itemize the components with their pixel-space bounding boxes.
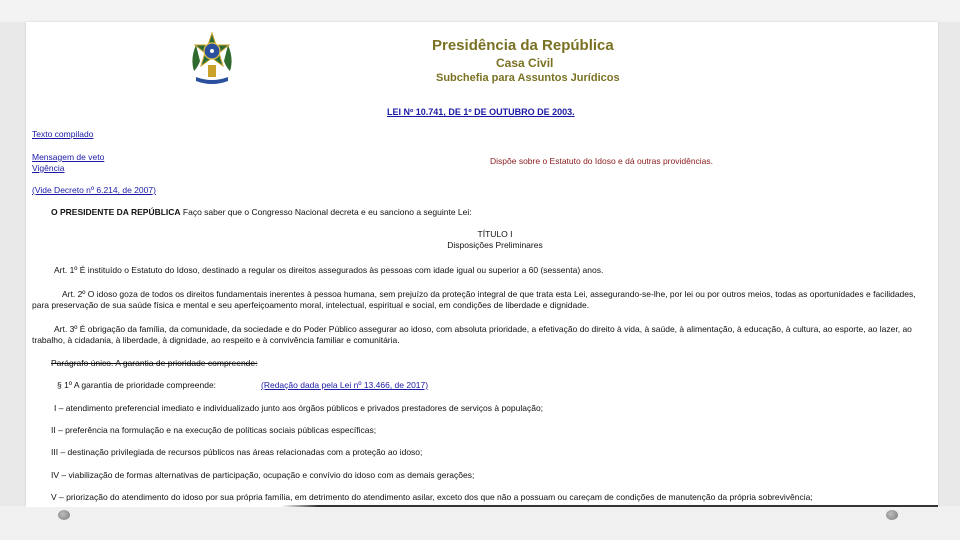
header-title: Presidência da República xyxy=(432,37,614,54)
ementa-text: Dispõe sobre o Estatuto do Idoso e dá outras providências. xyxy=(490,156,714,166)
texto-compilado-link[interactable]: Texto compilado xyxy=(32,129,94,139)
preamble xyxy=(51,207,472,218)
titulo-heading: TÍTULO I xyxy=(477,229,513,239)
coat-of-arms-icon xyxy=(188,31,236,87)
inciso-v: V – priorização do atendimento do idoso por sua própria família, em detrimento do atendimento asilar, exceto dos que não a possuam ou careçam de condições de manutenção da própria sobrevivência; xyxy=(51,492,813,502)
header-subtitle-casa-civil: Casa Civil xyxy=(496,56,554,70)
slide-bottom-margin xyxy=(0,506,960,540)
mensagem-veto-link[interactable]: Mensagem de veto xyxy=(32,152,105,162)
decorative-dot-right-icon xyxy=(886,510,898,520)
paragrafo-unico-revogado: Parágrafo único. A garantia de prioridade compreende: xyxy=(51,358,258,368)
art-3: Art. 3º É obrigação da família, da comunidade, da sociedade e do Poder Público assegurar ao idoso, com absoluta prioridade, a efetivação do direito à vida, à saúde, à alimentação, à educação, à cultura, ao esporte, ao lazer, ao trabalho, à cidadania, à liberdade, à dignidade, ao respeito e à convivência familiar e comunitária. xyxy=(32,324,912,345)
header-subtitle-subchefia: Subchefia para Assuntos Jurídicos xyxy=(436,72,620,84)
law-title-link[interactable]: LEI Nº 10.741, DE 1º DE OUTUBRO DE 2003. xyxy=(387,107,575,117)
inciso-i: I – atendimento preferencial imediato e individualizado junto aos órgãos públicos e privados prestadores de serviços à população; xyxy=(54,403,544,413)
preamble-text: Faço saber que o Congresso Nacional decreta e eu sanciono a seguinte Lei: xyxy=(180,207,472,217)
vide-decreto-link[interactable]: (Vide Decreto nº 6.214, de 2007) xyxy=(32,185,156,195)
inciso-iv: IV – viabilização de formas alternativas de participação, ocupação e convívio do idoso com as demais gerações; xyxy=(51,470,475,480)
bottom-rule xyxy=(26,505,938,507)
inciso-iii: III – destinação privilegiada de recursos públicos nas áreas relacionadas com a proteção ao idoso; xyxy=(51,447,423,457)
art-1: Art. 1º É instituído o Estatuto do Idoso, destinado a regular os direitos assegurados às pessoas com idade igual ou superior a 60 (sessenta) anos. xyxy=(54,265,604,275)
vigencia-link[interactable]: Vigência xyxy=(32,163,65,173)
inciso-ii: II – preferência na formulação e na execução de políticas sociais públicas específicas; xyxy=(51,425,377,435)
paragrafo-1: § 1º A garantia de prioridade compreende: xyxy=(57,380,217,390)
slide-top-margin xyxy=(0,0,960,22)
art-2: Art. 2º O idoso goza de todos os direitos fundamentais inerentes à pessoa humana, sem prejuízo da proteção integral de que trata esta Lei, assegurando-se-lhe, por lei ou por outros meios, todas as oportunidades e facilidades, para preservação de sua saúde física e mental e seu aperfeiçoamento moral, intelectual, espiritual e social, em condições de liberdade e dignidade. xyxy=(32,289,916,310)
redacao-lei-13466-link[interactable]: (Redação dada pela Lei nº 13.466, de 2017) xyxy=(261,380,429,390)
titulo-subheading: Disposições Preliminares xyxy=(447,240,543,250)
preamble-bold: O PRESIDENTE DA REPÚBLICA xyxy=(51,207,181,217)
decorative-dot-left-icon xyxy=(58,510,70,520)
